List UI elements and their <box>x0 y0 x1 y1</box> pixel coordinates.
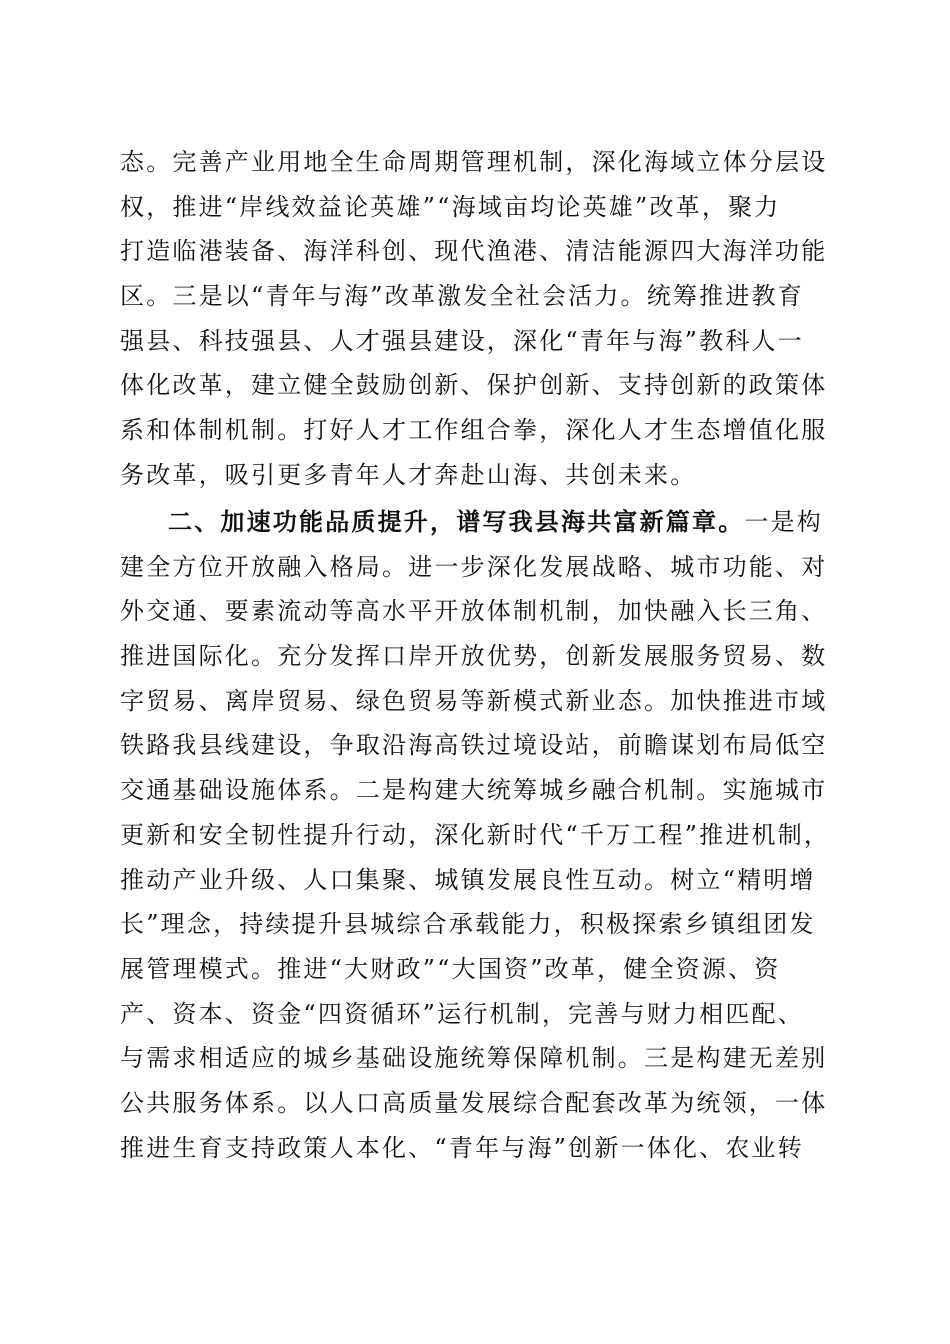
text-line: 权，推进“岸线效益论英雄”“海域亩均论英雄”改革，聚力 <box>120 192 781 221</box>
text-line: 交通基础设施体系。二是构建大统筹城乡融合机制。实施城市 <box>120 776 828 805</box>
text-line: 展管理模式。推进“大财政”“大国资”改革，健全资源、资 <box>120 954 781 983</box>
section-heading-tail: 一是构 <box>744 508 824 536</box>
text-line: 外交通、要素流动等高水平开放体制机制，加快融入长三角、 <box>120 597 828 626</box>
text-line: 推动产业升级、人口集聚、城镇发展良性互动。树立“精明增 <box>120 865 816 894</box>
text-line: 公共服务体系。以人口高质量发展综合配套改革为统领，一体 <box>120 1088 828 1117</box>
text-line: 强县、科技强县、人才强县建设，深化“青年与海”教科人一 <box>120 326 804 355</box>
text-line: 区。三是以“青年与海”改革激发全社会活力。统筹推进教育 <box>120 282 804 311</box>
text-line: 打造临港装备、海洋科创、现代渔港、清洁能源四大海洋功能 <box>120 237 828 266</box>
section-heading: 二、加速功能品质提升，谱写我县海共富新篇章。 <box>168 507 745 536</box>
text-line: 推进生育支持政策人本化、“青年与海”创新一体化、农业转 <box>120 1133 804 1162</box>
section-heading-line <box>120 500 832 545</box>
text-line: 铁路我县线建设，争取沿海高铁过境设站，前瞻谋划布局低空 <box>120 731 828 760</box>
text-line: 更新和安全韧性提升行动，深化新时代“千万工程”推进机制， <box>120 820 831 849</box>
text-line: 态。完善产业用地全生命周期管理机制，深化海域立体分层设 <box>120 148 828 176</box>
text-line: 系和体制机制。打好人才工作组合拳，深化人才生态增值化服 <box>120 416 828 445</box>
text-line: 与需求相适应的城乡基础设施统筹保障机制。三是构建无差别 <box>120 1044 828 1073</box>
text-line: 产、资本、资金“四资循环”运行机制，完善与财力相匹配、 <box>120 999 804 1028</box>
text-line: 建全方位开放融入格局。进一步深化发展战略、城市功能、对 <box>120 552 828 581</box>
text-line: 字贸易、离岸贸易、绿色贸易等新模式新业态。加快推进市域 <box>120 686 828 715</box>
paragraph-continuation <box>120 140 832 498</box>
text-line: 长”理念，持续提升县城综合承载能力，积极探索乡镇组团发 <box>120 910 816 939</box>
text-line: 体化改革，建立健全鼓励创新、保护创新、支持创新的政策体 <box>120 371 828 400</box>
text-line: 推进国际化。充分发挥口岸开放优势，创新发展服务贸易、数 <box>120 642 828 671</box>
text-line: 务改革，吸引更多青年人才奔赴山海、共创未来。 <box>120 460 697 489</box>
section-two-paragraph <box>120 500 832 1170</box>
